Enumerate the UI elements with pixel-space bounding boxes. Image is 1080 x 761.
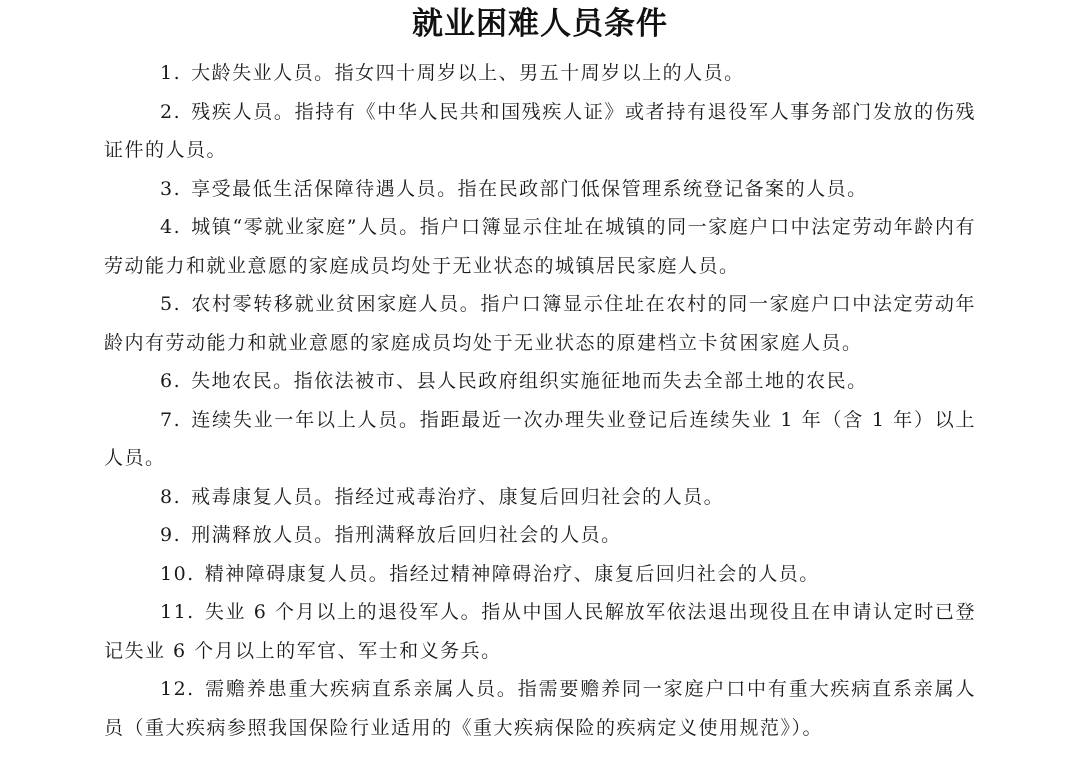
list-item <box>104 170 976 209</box>
list-item <box>104 93 976 170</box>
item-number: 11. <box>160 601 195 623</box>
item-number: 2. <box>160 100 182 123</box>
item-number: 4. <box>160 216 182 238</box>
item-number: 9. <box>160 524 182 546</box>
item-text: 城镇“零就业家庭”人员。指户口簿显示住址在城镇的同一家庭户口中法定劳动年龄内有劳动能力和就业意愿的家庭成员均处于无业状态的城镇居民家庭人员。 <box>104 216 976 277</box>
list-item <box>104 516 976 555</box>
list-item <box>104 208 976 285</box>
item-text: 农村零转移就业贫困家庭人员。指户口簿显示住址在农村的同一家庭户口中法定劳动年龄内有劳动能力和就业意愿的家庭成员均处于无业状态的原建档立卡贫困家庭人员。 <box>104 293 976 354</box>
list-item <box>104 285 976 362</box>
item-text: 需赡养患重大疾病直系亲属人员。指需要赡养同一家庭户口中有重大疾病直系亲属人员（重大疾病参照我国保险行业适用的《重大疾病保险的疾病定义使用规范》）。 <box>104 678 976 739</box>
list-item <box>104 670 976 747</box>
item-number: 8. <box>160 485 182 508</box>
item-number: 1. <box>160 62 182 84</box>
item-text: 戒毒康复人员。指经过戒毒治疗、康复后回归社会的人员。 <box>191 485 725 508</box>
item-number: 7. <box>160 408 182 431</box>
item-number: 10. <box>160 562 195 585</box>
list-item <box>104 362 976 401</box>
item-text: 大龄失业人员。指女四十周岁以上、男五十周岁以上的人员。 <box>191 62 745 84</box>
conditions-list <box>104 54 976 747</box>
item-text: 失地农民。指依法被市、县人民政府组织实施征地而失去全部土地的农民。 <box>191 370 868 392</box>
list-item <box>104 593 976 670</box>
item-number: 6. <box>160 370 182 392</box>
list-item <box>104 555 976 594</box>
list-item <box>104 401 976 478</box>
list-item <box>104 54 976 93</box>
list-item <box>104 478 976 517</box>
item-text: 精神障碍康复人员。指经过精神障碍治疗、康复后回归社会的人员。 <box>204 562 820 585</box>
item-text: 连续失业一年以上人员。指距最近一次办理失业登记后连续失业 1 年（含 1 年）以上人员。 <box>104 408 976 469</box>
item-text: 享受最低生活保障待遇人员。指在民政部门低保管理系统登记备案的人员。 <box>191 177 868 200</box>
item-text: 失业 6 个月以上的退役军人。指从中国人民解放军依法退出现役且在申请认定时已登记失业 6 个月以上的军官、军士和义务兵。 <box>104 601 976 662</box>
document-page <box>104 0 976 747</box>
item-number: 12. <box>160 678 195 700</box>
item-number: 3. <box>160 177 182 200</box>
item-number: 5. <box>160 293 182 315</box>
page-title: 就业困难人员条件 <box>412 6 668 42</box>
item-text: 残疾人员。指持有《中华人民共和国残疾人证》或者持有退役军人事务部门发放的伤残证件的人员。 <box>104 100 976 161</box>
item-text: 刑满释放人员。指刑满释放后回归社会的人员。 <box>191 524 622 546</box>
